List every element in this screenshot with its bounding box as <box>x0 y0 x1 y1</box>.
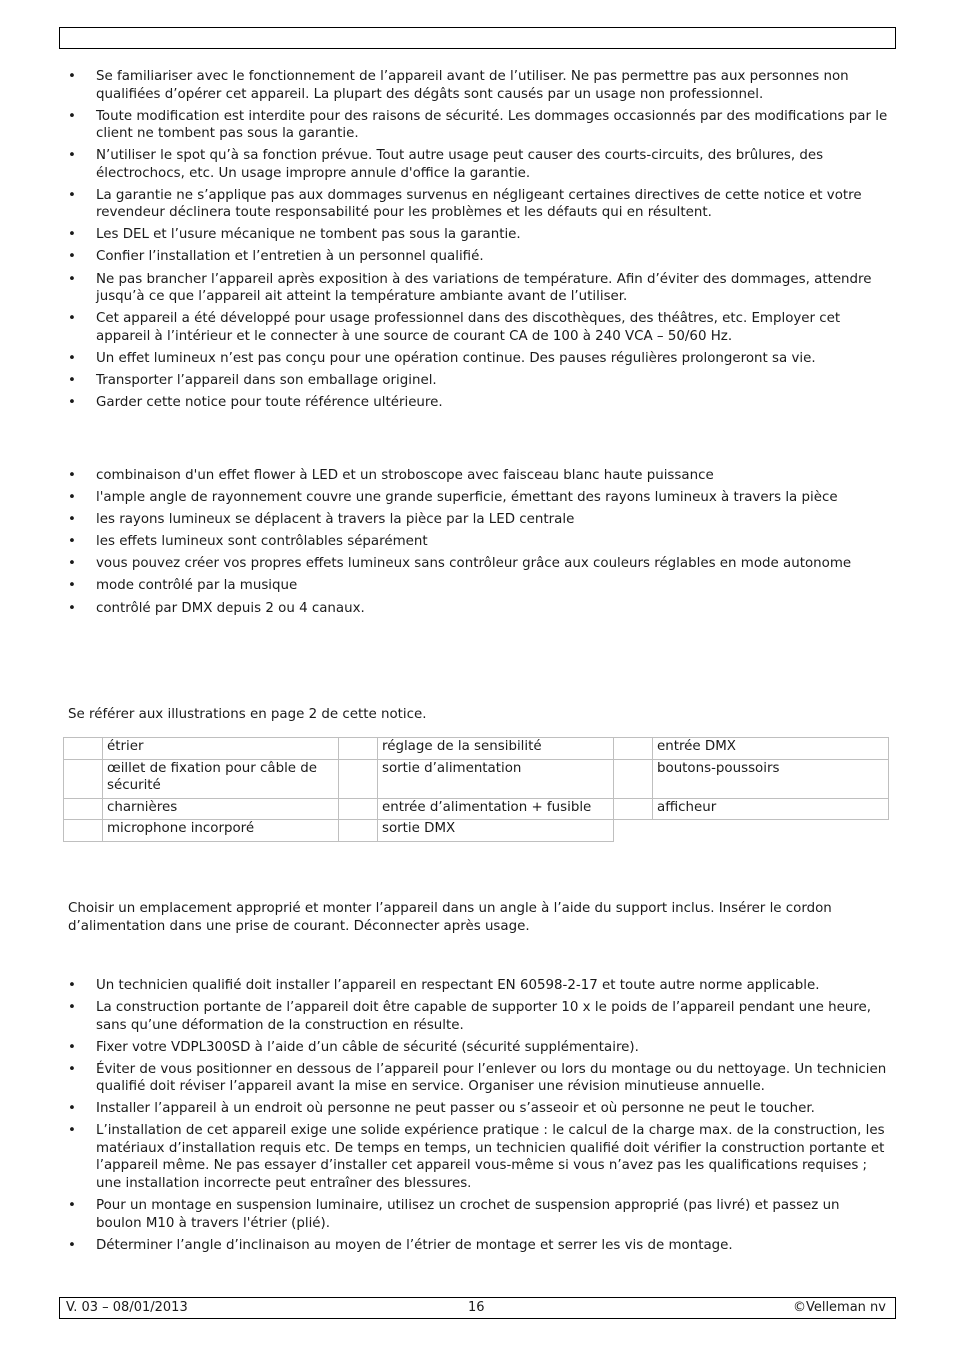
table-row <box>64 798 889 820</box>
footer-copyright: ©Velleman nv <box>792 1300 886 1315</box>
list-item: • Garder cette notice pour toute référence ultérieure. <box>68 394 888 412</box>
list-item: • La construction portante de l’appareil doit être capable de supporter 10 x le poids de l’appareil pendant une heure, sans qu’une déformation de la construction en résulte. <box>68 999 888 1034</box>
table-row <box>64 820 889 842</box>
list-item: • Pour un montage en suspension luminaire, utilisez un crochet de suspension approprié (pas livré) et passez un boulon M10 à travers l'étrier (plié). <box>68 1197 888 1232</box>
table-cell: sortie d’alimentation <box>378 759 614 798</box>
list-item: • Ne pas brancher l’appareil après exposition à des variations de température. Afin d’éviter des dommages, attendre jusqu’à ce que l’appareil ait atteint la température ambiante avant de l’utiliser. <box>68 271 888 306</box>
list-item: • N’utiliser le spot qu’à sa fonction prévue. Tout autre usage peut causer des courts-circuits, des brûlures, des électrochocs, etc. Un usage impropre annule d'office la garantie. <box>68 147 888 182</box>
list-item: • Se familiariser avec le fonctionnement de l’appareil avant de l’utiliser. Ne pas permettre pas aux personnes non qualifiées d’opérer cet appareil. La plupart des dégâts sont causés par un usage non professionnel. <box>68 68 888 103</box>
list-item: • Toute modification est interdite pour des raisons de sécurité. Les dommages occasionnés par des modifications par le client ne tombent pas sous la garantie. <box>68 108 888 143</box>
table-cell: entrée d’alimentation + fusible <box>378 798 614 820</box>
list-item: • les rayons lumineux se déplacent à travers la pièce par la LED centrale <box>68 511 888 529</box>
list-item: • contrôlé par DMX depuis 2 ou 4 canaux. <box>68 600 888 618</box>
list-item: • Cet appareil a été développé pour usage professionnel dans des discothèques, des théâtres, etc. Employer cet appareil à l’intérieur et le connecter à une source de courant CA de 100 à 240 VCA – 50/60 Hz. <box>68 310 888 345</box>
list-item: • les effets lumineux sont contrôlables séparément <box>68 533 888 551</box>
list-item: • Déterminer l’angle d’inclinaison au moyen de l’étrier de montage et serrer les vis de montage. <box>68 1237 888 1255</box>
features-list <box>68 467 888 622</box>
list-item: • Confier l’installation et l’entretien à un personnel qualifié. <box>68 248 888 266</box>
list-item: • L’installation de cet appareil exige une solide expérience pratique : le calcul de la charge max. de la construction, les matériaux d’installation requis etc. De temps en temps, un technicien qualifié doit vérifier la construction portante et l’appareil même. Ne pas essayer d’installer cet appareil vous-même si vous n’avez pas les qualifications requises ; une installation incorrecte peut entraîner des blessures. <box>68 1122 888 1192</box>
table-cell: entrée DMX <box>653 738 889 760</box>
footer-version: V. 03 – 08/01/2013 <box>66 1300 188 1315</box>
list-item: • l'ample angle de rayonnement couvre une grande superficie, émettant des rayons lumineux à travers la pièce <box>68 489 888 507</box>
header-box <box>59 27 896 49</box>
list-item: • Fixer votre VDPL300SD à l’aide d’un câble de sécurité (sécurité supplémentaire). <box>68 1039 888 1057</box>
list-item: • Les DEL et l’usure mécanique ne tombent pas sous la garantie. <box>68 226 888 244</box>
table-cell: réglage de la sensibilité <box>378 738 614 760</box>
footer-page-number: 16 <box>468 1300 485 1315</box>
list-item: • mode contrôlé par la musique <box>68 577 888 595</box>
list-item: • La garantie ne s’applique pas aux dommages survenus en négligeant certaines directives de cette notice et votre revendeur déclinera toute responsabilité pour les problèmes et les défauts qui en résultent. <box>68 187 888 222</box>
installation-text: Choisir un emplacement approprié et monter l’appareil dans un angle à l’aide du support inclus. Insérer le cordon d’alimentation dans une prise de courant. Déconnecter après usage. <box>68 901 832 934</box>
mounting-list <box>68 977 888 1259</box>
list-item: • vous pouvez créer vos propres effets lumineux sans contrôleur grâce aux couleurs réglables en mode autonome <box>68 555 888 573</box>
list-item: • Installer l’appareil à un endroit où personne ne peut passer ou s’asseoir et où personne ne peut le toucher. <box>68 1100 888 1118</box>
table-row <box>64 738 889 760</box>
list-item: • Un technicien qualifié doit installer l’appareil en respectant EN 60598-2-17 et toute autre norme applicable. <box>68 977 888 995</box>
safety-list <box>68 68 888 416</box>
table-cell: œillet de fixation pour câble de sécurité <box>103 759 339 798</box>
table-cell: afficheur <box>653 798 889 820</box>
list-item: • Transporter l’appareil dans son emballage originel. <box>68 372 888 390</box>
table-cell: charnières <box>103 798 339 820</box>
table-row <box>64 759 889 798</box>
parts-table <box>63 737 889 842</box>
list-item: • Éviter de vous positionner en dessous de l’appareil pour l’enlever ou lors du montage ou du nettoyage. Un technicien qualifié doit réviser l’appareil avant la mise en service. Organiser une révision minutieuse annuelle. <box>68 1061 888 1096</box>
table-cell: boutons-poussoirs <box>653 759 889 798</box>
list-item: • Un effet lumineux n’est pas conçu pour une opération continue. Des pauses régulières prolongeront sa vie. <box>68 350 888 368</box>
overview-text: Se référer aux illustrations en page 2 de cette notice. <box>68 707 427 722</box>
list-item: • combinaison d'un effet flower à LED et un stroboscope avec faisceau blanc haute puissance <box>68 467 888 485</box>
table-cell: sortie DMX <box>378 820 614 842</box>
table-cell: étrier <box>103 738 339 760</box>
table-cell: microphone incorporé <box>103 820 339 842</box>
